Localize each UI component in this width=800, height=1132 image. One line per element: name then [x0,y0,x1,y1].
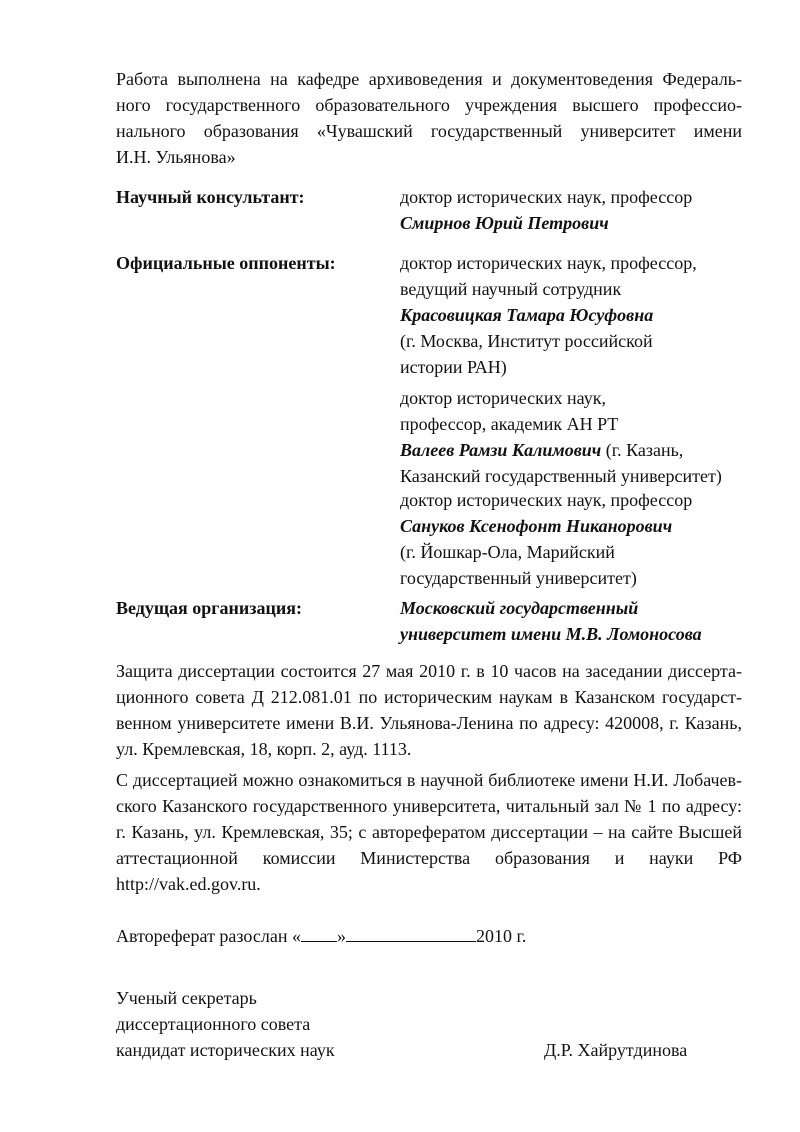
opponent-name: Валеев Рамзи Калимович [400,440,602,460]
library-paragraph [116,767,742,897]
sent-suffix: 2010 г. [475,926,527,946]
opponent-degree: доктор исторических наук, профессор, [400,253,697,273]
month-blank [346,925,476,942]
opponent-affiliation: истории РАН) [400,357,507,377]
opponent-affiliation: Казанский государственный университет) [400,466,722,486]
consultant-name: Смирнов Юрий Петрович [400,213,609,233]
leading-org-name: университет имени М.В. Ломоносова [400,624,702,644]
secretary-line: Ученый секретарь [116,988,257,1008]
consultant-degree: доктор исторических наук, профессор [400,187,693,207]
library-line: ского Казанского государственного университета, читальный зал № 1 по адресу: [116,796,742,816]
intro-line: ного государственного образовательного учреждения высшего профессио- [116,95,742,115]
opponent-city: (г. Казань, [601,440,684,460]
opponent-affiliation: (г. Йошкар-Ола, Марийский [400,542,615,562]
sent-prefix: Автореферат разослан « [116,926,301,946]
day-blank [301,925,337,942]
library-line: аттестационной комиссии Министерства образования и науки РФ [116,848,742,868]
leading-org-block [400,595,760,647]
secretary-line: кандидат исторических наук [116,1040,335,1060]
leading-org-label: Ведущая организация: [116,598,302,618]
opponent-3 [400,487,760,591]
library-line: С диссертацией можно ознакомиться в научной библиотеке имени Н.И. Лобачев- [116,770,742,790]
defense-line: ул. Кремлевская, 18, корп. 2, ауд. 1113. [116,739,412,759]
secretary-title [116,985,335,1063]
intro-line: И.Н. Ульянова» [116,147,236,167]
consultant-label: Научный консультант: [116,187,305,207]
opponent-degree: профессор, академик АН РТ [400,414,619,434]
library-link[interactable]: http://vak.ed.gov.ru. [116,874,261,894]
consultant-block [400,184,760,236]
secretary-line: диссертационного совета [116,1014,311,1034]
opponents-label: Официальные оппоненты: [116,253,336,273]
sent-line [116,923,526,949]
opponent-degree: доктор исторических наук, профессор [400,490,693,510]
intro-paragraph [116,66,742,170]
defense-line: венном университете имени В.И. Ульянова-Ленина по адресу: 420008, г. Казань, [116,713,742,733]
defense-line: ционного совета Д 212.081.01 по историческим наукам в Казанском государст- [116,687,742,707]
sent-mid: » [336,926,346,946]
opponent-name: Красовицкая Тамара Юсуфовна [400,305,654,325]
defense-line: Защита диссертации состоится 27 мая 2010 г. в 10 часов на заседании диссерта- [116,661,742,681]
opponent-affiliation: (г. Москва, Институт российской [400,331,653,351]
opponent-degree: доктор исторических наук, [400,388,606,408]
opponent-degree: ведущий научный сотрудник [400,279,622,299]
intro-line: нального образования «Чувашский государственный университет имени [116,121,742,141]
secretary-name: Д.Р. Хайрутдинова [544,1040,688,1060]
opponent-name-line [400,437,760,463]
defense-paragraph [116,658,742,762]
intro-line: Работа выполнена на кафедре архивоведения и документоведения Федераль- [116,69,742,89]
opponent-name: Сануков Ксенофонт Никанорович [400,516,673,536]
opponent-2 [400,385,760,489]
opponent-1 [400,250,760,380]
leading-org-name: Московский государственный [400,598,639,618]
library-line: г. Казань, ул. Кремлевская, 35; с авторефератом диссертации – на сайте Высшей [116,822,742,842]
opponent-affiliation: государственный университет) [400,568,637,588]
